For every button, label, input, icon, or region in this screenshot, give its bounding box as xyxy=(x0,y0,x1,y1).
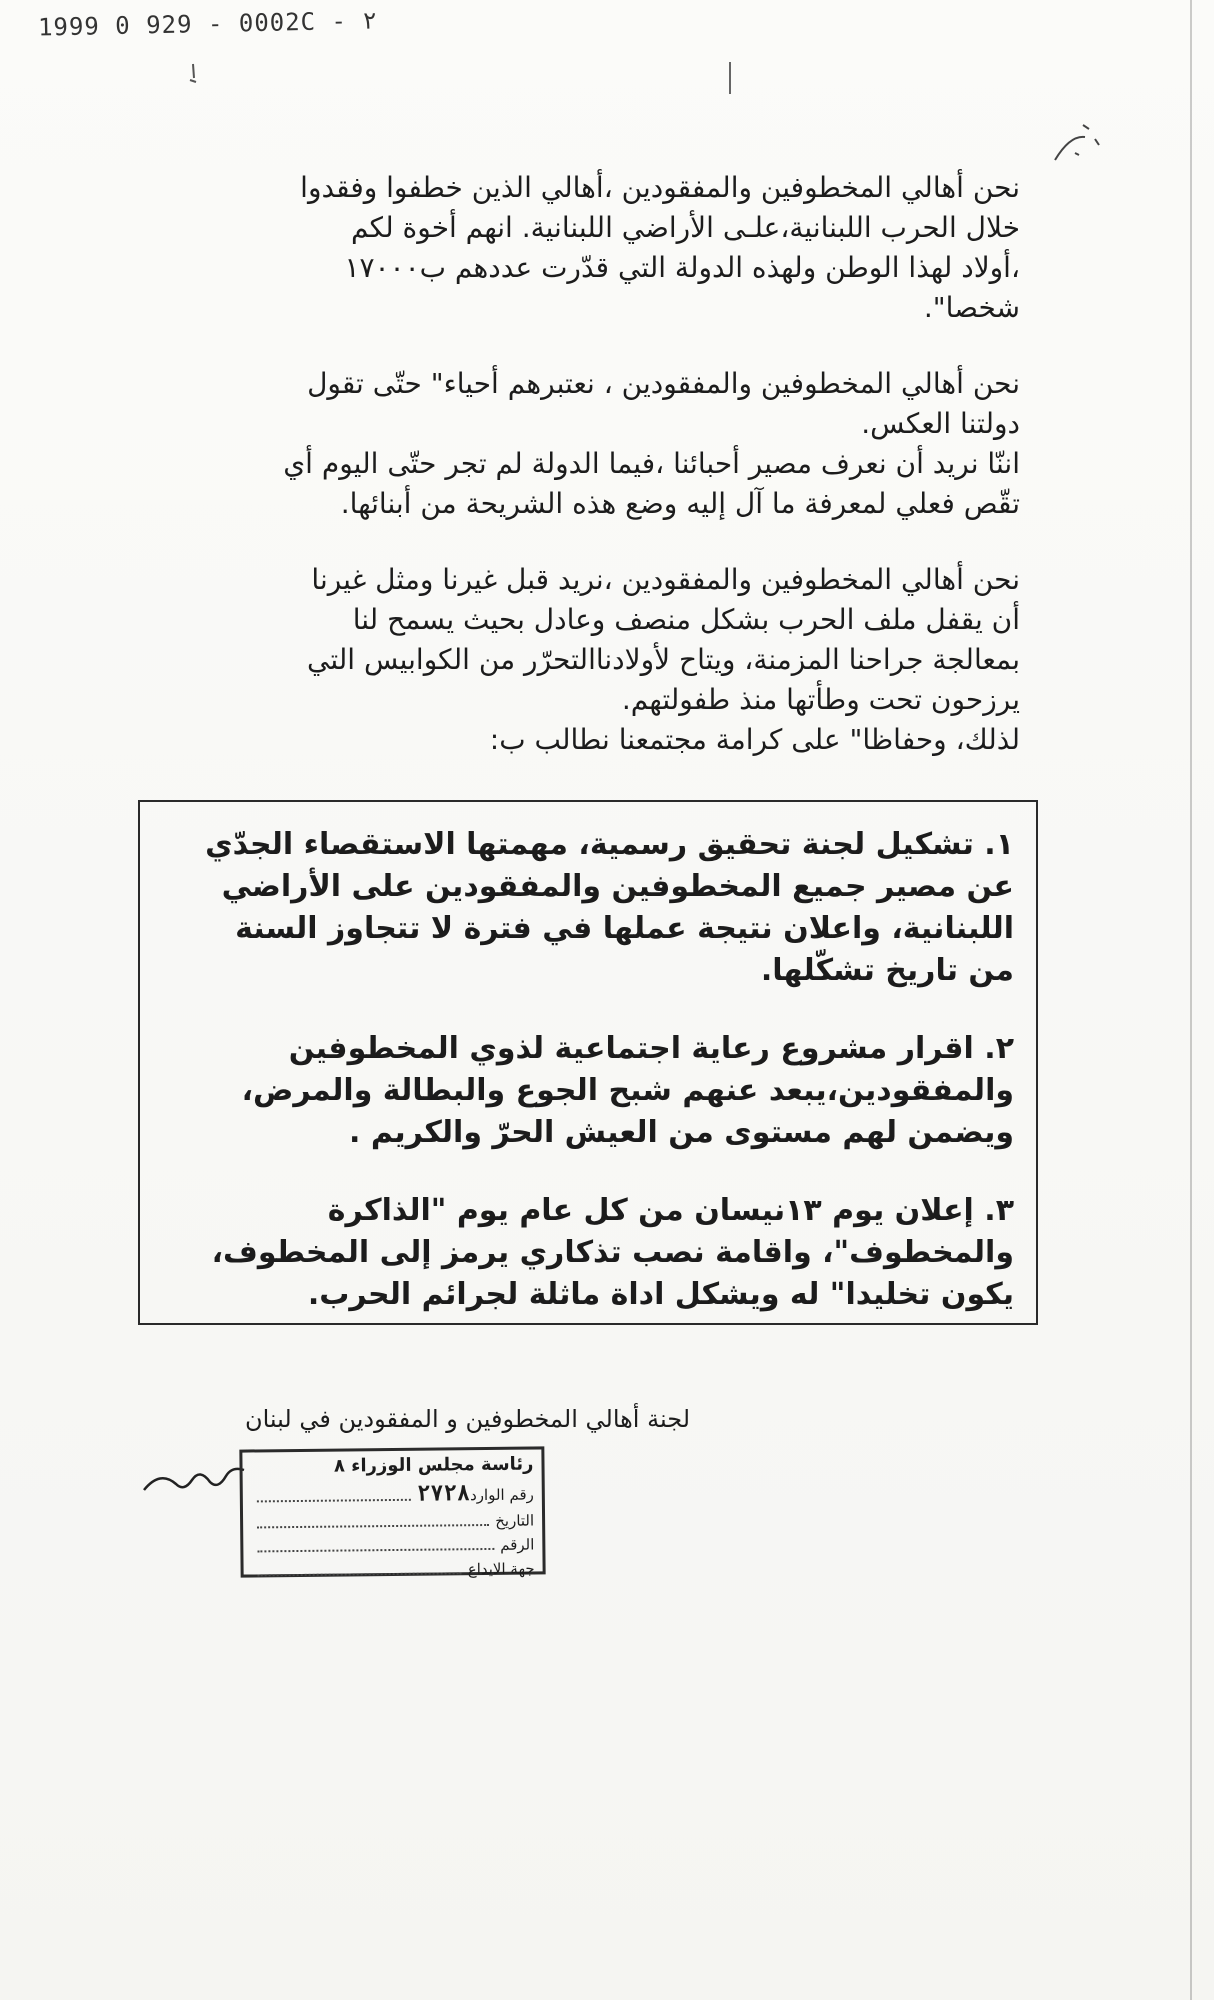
text-line: نحن أهالي المخطوفين والمفقودين ،نريد قبل غيرنا ومثل غيرنا xyxy=(311,563,1020,596)
text-line: عن مصير جميع المخطوفين والمفقودين على الأراضي xyxy=(221,869,1014,904)
stamp-source-label: جهة الايداع xyxy=(467,1559,535,1579)
stamp-dotted-line xyxy=(258,1560,462,1576)
stamp-number-label: رقم الوارد xyxy=(469,1485,534,1505)
text-line: خلال الحرب اللبنانية،علـى الأراضي اللبنانية. انهم أخوة لكم xyxy=(351,211,1020,244)
paragraph-1 xyxy=(170,168,1020,328)
scan-edge-line xyxy=(1190,0,1192,2000)
text-line: دولتنا العكس. xyxy=(861,407,1020,440)
paragraph-3 xyxy=(170,560,1020,760)
scan-speck xyxy=(185,60,205,100)
scan-speck xyxy=(1045,115,1115,175)
text-line: شخصا". xyxy=(923,291,1020,324)
text-line: ،أولاد لهذا الوطن ولهذه الدولة التي قدّرت عددهم ب١٧٠٠٠ xyxy=(344,251,1020,284)
stamp-dotted-line xyxy=(257,1536,494,1552)
handwritten-signature xyxy=(140,1440,250,1510)
text-line: نحن أهالي المخطوفين والمفقودين ، نعتبرهم أحياء" حتّى تقول xyxy=(307,367,1020,400)
intro-text xyxy=(170,168,1020,796)
text-line: والمخطوف"، واقامة نصب تذكاري يرمز إلى المخطوف، xyxy=(211,1235,1014,1270)
demand-item-2 xyxy=(162,1028,1014,1154)
text-line: ويضمن لهم مستوى من العيش الحرّ والكريم . xyxy=(349,1115,1014,1150)
text-line: ١. تشكيل لجنة تحقيق رسمية، مهمتها الاستقصاء الجدّي xyxy=(205,827,1014,862)
text-line: بمعالجة جراحنا المزمنة، ويتاح لأولادناالتحرّر من الكوابيس التي xyxy=(306,643,1020,676)
text-line: والمفقودين،يبعد عنهم شبح الجوع والبطالة والمرض، xyxy=(241,1073,1014,1108)
scan-speck xyxy=(722,60,738,100)
stamp-date-label: التاريخ xyxy=(495,1511,535,1530)
stamp-row-number xyxy=(251,1481,534,1509)
registry-stamp xyxy=(239,1446,545,1577)
text-line: ٣. إعلان يوم ١٣نيسان من كل عام يوم "الذاكرة xyxy=(327,1193,1014,1228)
stamp-row-source xyxy=(252,1560,535,1581)
stamp-subject-label: الرقم xyxy=(500,1535,535,1554)
paragraph-2 xyxy=(170,364,1020,524)
stamp-row-date xyxy=(251,1512,534,1533)
text-line: ٢. اقرار مشروع رعاية اجتماعية لذوي المخطوفين xyxy=(288,1031,1014,1066)
text-line: اللبنانية، واعلان نتيجة عملها في فترة لا تتجاوز السنة xyxy=(235,911,1014,946)
stamp-dotted-line xyxy=(257,1512,489,1528)
stamp-row-subject xyxy=(251,1536,534,1557)
stamp-number-value: ٢٧٢٨ xyxy=(416,1481,471,1507)
signature-committee: لجنة أهالي المخطوفين و المفقودين في لبنان xyxy=(244,1405,690,1433)
demands-box xyxy=(138,800,1038,1325)
demand-item-1 xyxy=(162,824,1014,992)
text-line: يرزحون تحت وطأتها منذ طفولتهم. xyxy=(621,683,1020,716)
text-line: من تاريخ تشكّلها. xyxy=(760,953,1014,988)
archive-code: 1999 0 929 - 0002C - ٢ xyxy=(37,6,378,42)
demands-list xyxy=(162,824,1014,1316)
text-line: تقّص فعلي لمعرفة ما آل إليه وضع هذه الشريحة من أبنائها. xyxy=(340,487,1020,520)
demand-item-3 xyxy=(162,1190,1014,1316)
stamp-dotted-line xyxy=(257,1487,411,1503)
stamp-title: رئاسة مجلس الوزراء ٨ xyxy=(333,1453,534,1477)
text-line: يكون تخليدا" له ويشكل اداة ماثلة لجرائم الحرب. xyxy=(307,1277,1014,1312)
text-line: لذلك، وحفاظا" على كرامة مجتمعنا نطالب ب: xyxy=(489,723,1020,756)
text-line: أن يقفل ملف الحرب بشكل منصف وعادل بحيث يسمح لنا xyxy=(352,603,1020,636)
text-line: اننّا نريد أن نعرف مصير أحبائنا ،فيما الدولة لم تجر حتّى اليوم أي xyxy=(283,447,1020,480)
text-line: نحن أهالي المخطوفين والمفقودين ،أهالي الذين خطفوا وفقدوا xyxy=(300,171,1020,204)
